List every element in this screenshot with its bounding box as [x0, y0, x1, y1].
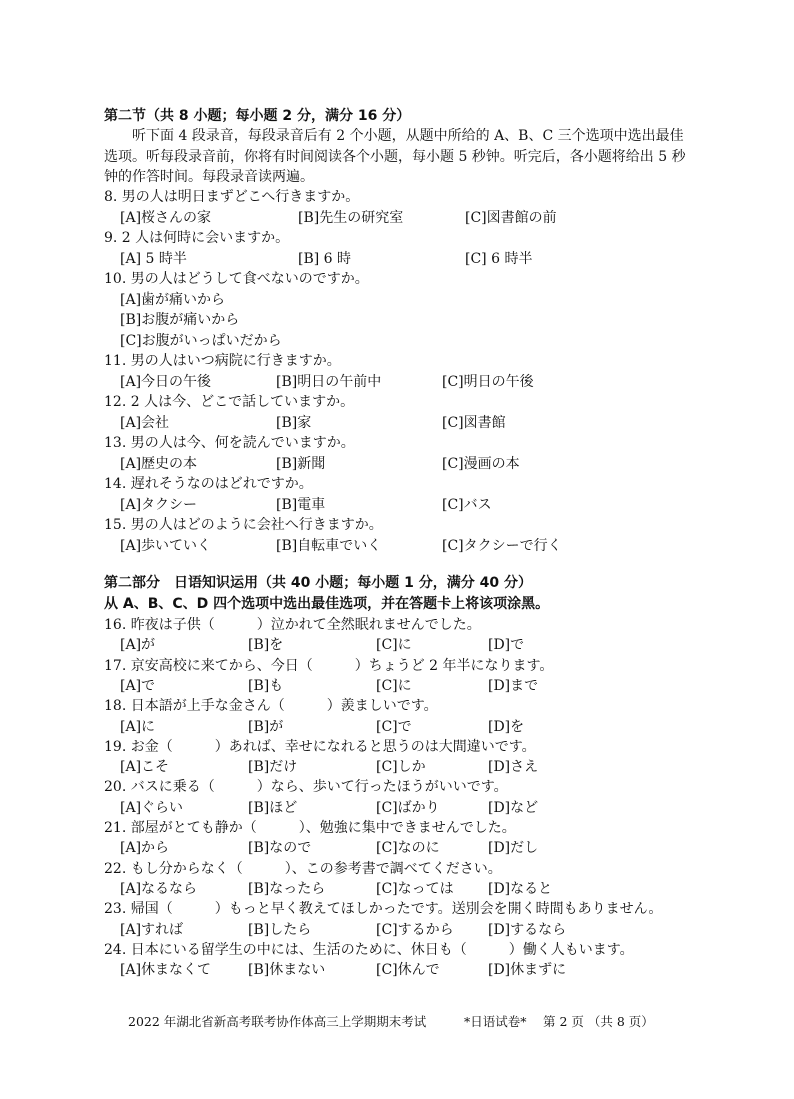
answer-option: [B]なので: [248, 840, 312, 857]
question-text: 16. 昨夜は子供（ ）泣かれて全然眠れませんでした。: [104, 617, 481, 633]
answer-option: [B]も: [248, 677, 284, 694]
footer-exam-title: 2022 年湖北省新高考联考协作体高三上学期期末考试: [128, 1014, 427, 1029]
listening-section-heading: 第二节（共 8 小题；每小题 2 分，满分 16 分）: [104, 108, 411, 124]
answer-option: [C] 6 時半: [465, 250, 533, 267]
answer-option: [A]会社: [120, 414, 170, 431]
question-text: 14. 遅れそうなのはどれですか。: [104, 476, 313, 492]
answer-option: [C]なっては: [376, 880, 454, 897]
answer-option: [B]明日の午前中: [276, 373, 382, 390]
question-text: 12. 2 人は今、どこで話していますか。: [104, 394, 355, 410]
answer-option: [C]タクシーで行く: [442, 537, 562, 554]
answer-option: [C]するから: [376, 921, 454, 938]
answer-option: [D]するなら: [488, 921, 567, 938]
answer-option: [A]に: [120, 718, 156, 735]
answer-option: [A]歴史の本: [120, 455, 198, 472]
question-text: 24. 日本にいる留学生の中には、生活のために、休日も（ ）働く人もいます。: [104, 941, 634, 958]
answer-option: [B]ほど: [248, 799, 298, 816]
question-text: 15. 男の人はどのように会社へ行きますか。: [104, 517, 383, 533]
answer-option: [C]図書館: [442, 414, 506, 431]
answer-option: [B]自転車でいく: [276, 537, 382, 554]
answer-option: [A]桜さんの家: [120, 209, 212, 226]
answer-option: [A]ぐらい: [120, 799, 184, 816]
answer-option: [B]したら: [248, 921, 312, 938]
question-text: 13. 男の人は今、何を読んでいますか。: [104, 435, 355, 451]
answer-option: [C]お腹がいっぱいだから: [120, 332, 282, 349]
answer-option: [B]が: [248, 718, 284, 735]
answer-option: [B]お腹が痛いから: [120, 312, 240, 328]
answer-option: [D]で: [488, 637, 525, 654]
answer-option: [C]しか: [376, 759, 426, 776]
answer-option: [D]休まずに: [488, 962, 567, 979]
question-text: 9. 2 人は何時に会いますか。: [104, 230, 290, 246]
question-text: 10. 男の人はどうして食べないのですか。: [104, 271, 369, 287]
answer-option: [D]だし: [488, 840, 539, 857]
answer-option: [C]休んで: [376, 962, 440, 979]
answer-option: [A]タクシー: [120, 496, 198, 513]
answer-option: [C]明日の午後: [442, 373, 534, 390]
answer-option: [C]ばかり: [376, 799, 440, 816]
grammar-section-heading: 第二部分 日语知识运用（共 40 小题；每小题 1 分，满分 40 分）: [104, 575, 532, 591]
answer-option: [B] 6 時: [298, 250, 352, 267]
answer-option: [C]に: [376, 677, 412, 694]
footer-page-number: 第 2 页 （共 8 页）: [543, 1014, 654, 1029]
answer-option: [D]など: [488, 799, 539, 816]
answer-option: [C]に: [376, 637, 412, 654]
answer-option: [A]休まなくて: [120, 962, 212, 979]
question-text: 23. 帰国（ ）もっと早く教えてほしかったです。送別会を開く時間もありません。: [104, 901, 663, 918]
answer-option: [D]さえ: [488, 759, 539, 776]
grammar-section-instruction: 从 A、B、C、D 四个选项中选出最佳选项，并在答题卡上将该项涂黑。: [104, 596, 550, 612]
answer-option: [A]歯が痛いから: [120, 291, 226, 308]
answer-option: [B]休まない: [248, 962, 326, 979]
question-text: 20. バスに乗る（ ）なら、歩いて行ったほうがいいです。: [104, 779, 508, 796]
footer-subject: *日语试卷*: [464, 1014, 527, 1029]
answer-option: [B]家: [276, 414, 312, 431]
answer-option: [C]漫画の本: [442, 455, 520, 472]
answer-option: [C]で: [376, 718, 412, 735]
question-text: 11. 男の人はいつ病院に行きますか。: [104, 353, 341, 369]
answer-option: [B]新聞: [276, 455, 326, 472]
answer-option: [A]から: [120, 840, 170, 857]
question-text: 22. もし分からなく（ ）、この参考書で調べてください。: [104, 860, 502, 877]
answer-option: [A]歩いていく: [120, 537, 212, 554]
answer-option: [D]なると: [488, 880, 553, 897]
question-text: 18. 日本語が上手な金さん（ ）羨ましいです。: [104, 698, 438, 715]
answer-option: [A]すれば: [120, 921, 184, 938]
answer-option: [A]今日の午後: [120, 373, 212, 390]
answer-option: [B]を: [248, 637, 284, 654]
answer-option: [A]こそ: [120, 759, 170, 776]
question-text: 8. 男の人は明日まずどこへ行きますか。: [104, 189, 360, 205]
question-text: 19. お金（ ）あれば、幸せになれると思うのは大間違いです。: [104, 738, 536, 755]
question-text: 17. 京安高校に来てから、今日（ ）ちょうど 2 年半になります。: [104, 657, 554, 674]
listening-instructions: 听下面 4 段录音，每段录音后有 2 个小题，从题中所给的 A、B、C 三个选项中选出最佳选项。听每段录音前，你将有时间阅读各个小题，每小题 5 秒钟。听完后，各小题将给出 5 秒钟的作答时间。每段录音读两遍。: [104, 128, 686, 185]
answer-option: [A] 5 時半: [120, 250, 187, 267]
answer-option: [D]まで: [488, 677, 539, 694]
answer-option: [D]を: [488, 718, 525, 735]
answer-option: [B]電車: [276, 496, 326, 513]
answer-option: [A]なるなら: [120, 880, 198, 897]
answer-option: [B]先生の研究室: [298, 209, 404, 226]
answer-option: [B]なったら: [248, 880, 326, 897]
answer-option: [A]で: [120, 677, 156, 694]
answer-option: [B]だけ: [248, 759, 298, 776]
answer-option: [A]が: [120, 637, 156, 654]
answer-option: [C]図書館の前: [465, 209, 557, 226]
question-text: 21. 部屋がとても静か（ ）、勉強に集中できませんでした。: [104, 820, 516, 836]
answer-option: [C]バス: [442, 496, 492, 513]
answer-option: [C]なのに: [376, 840, 440, 857]
